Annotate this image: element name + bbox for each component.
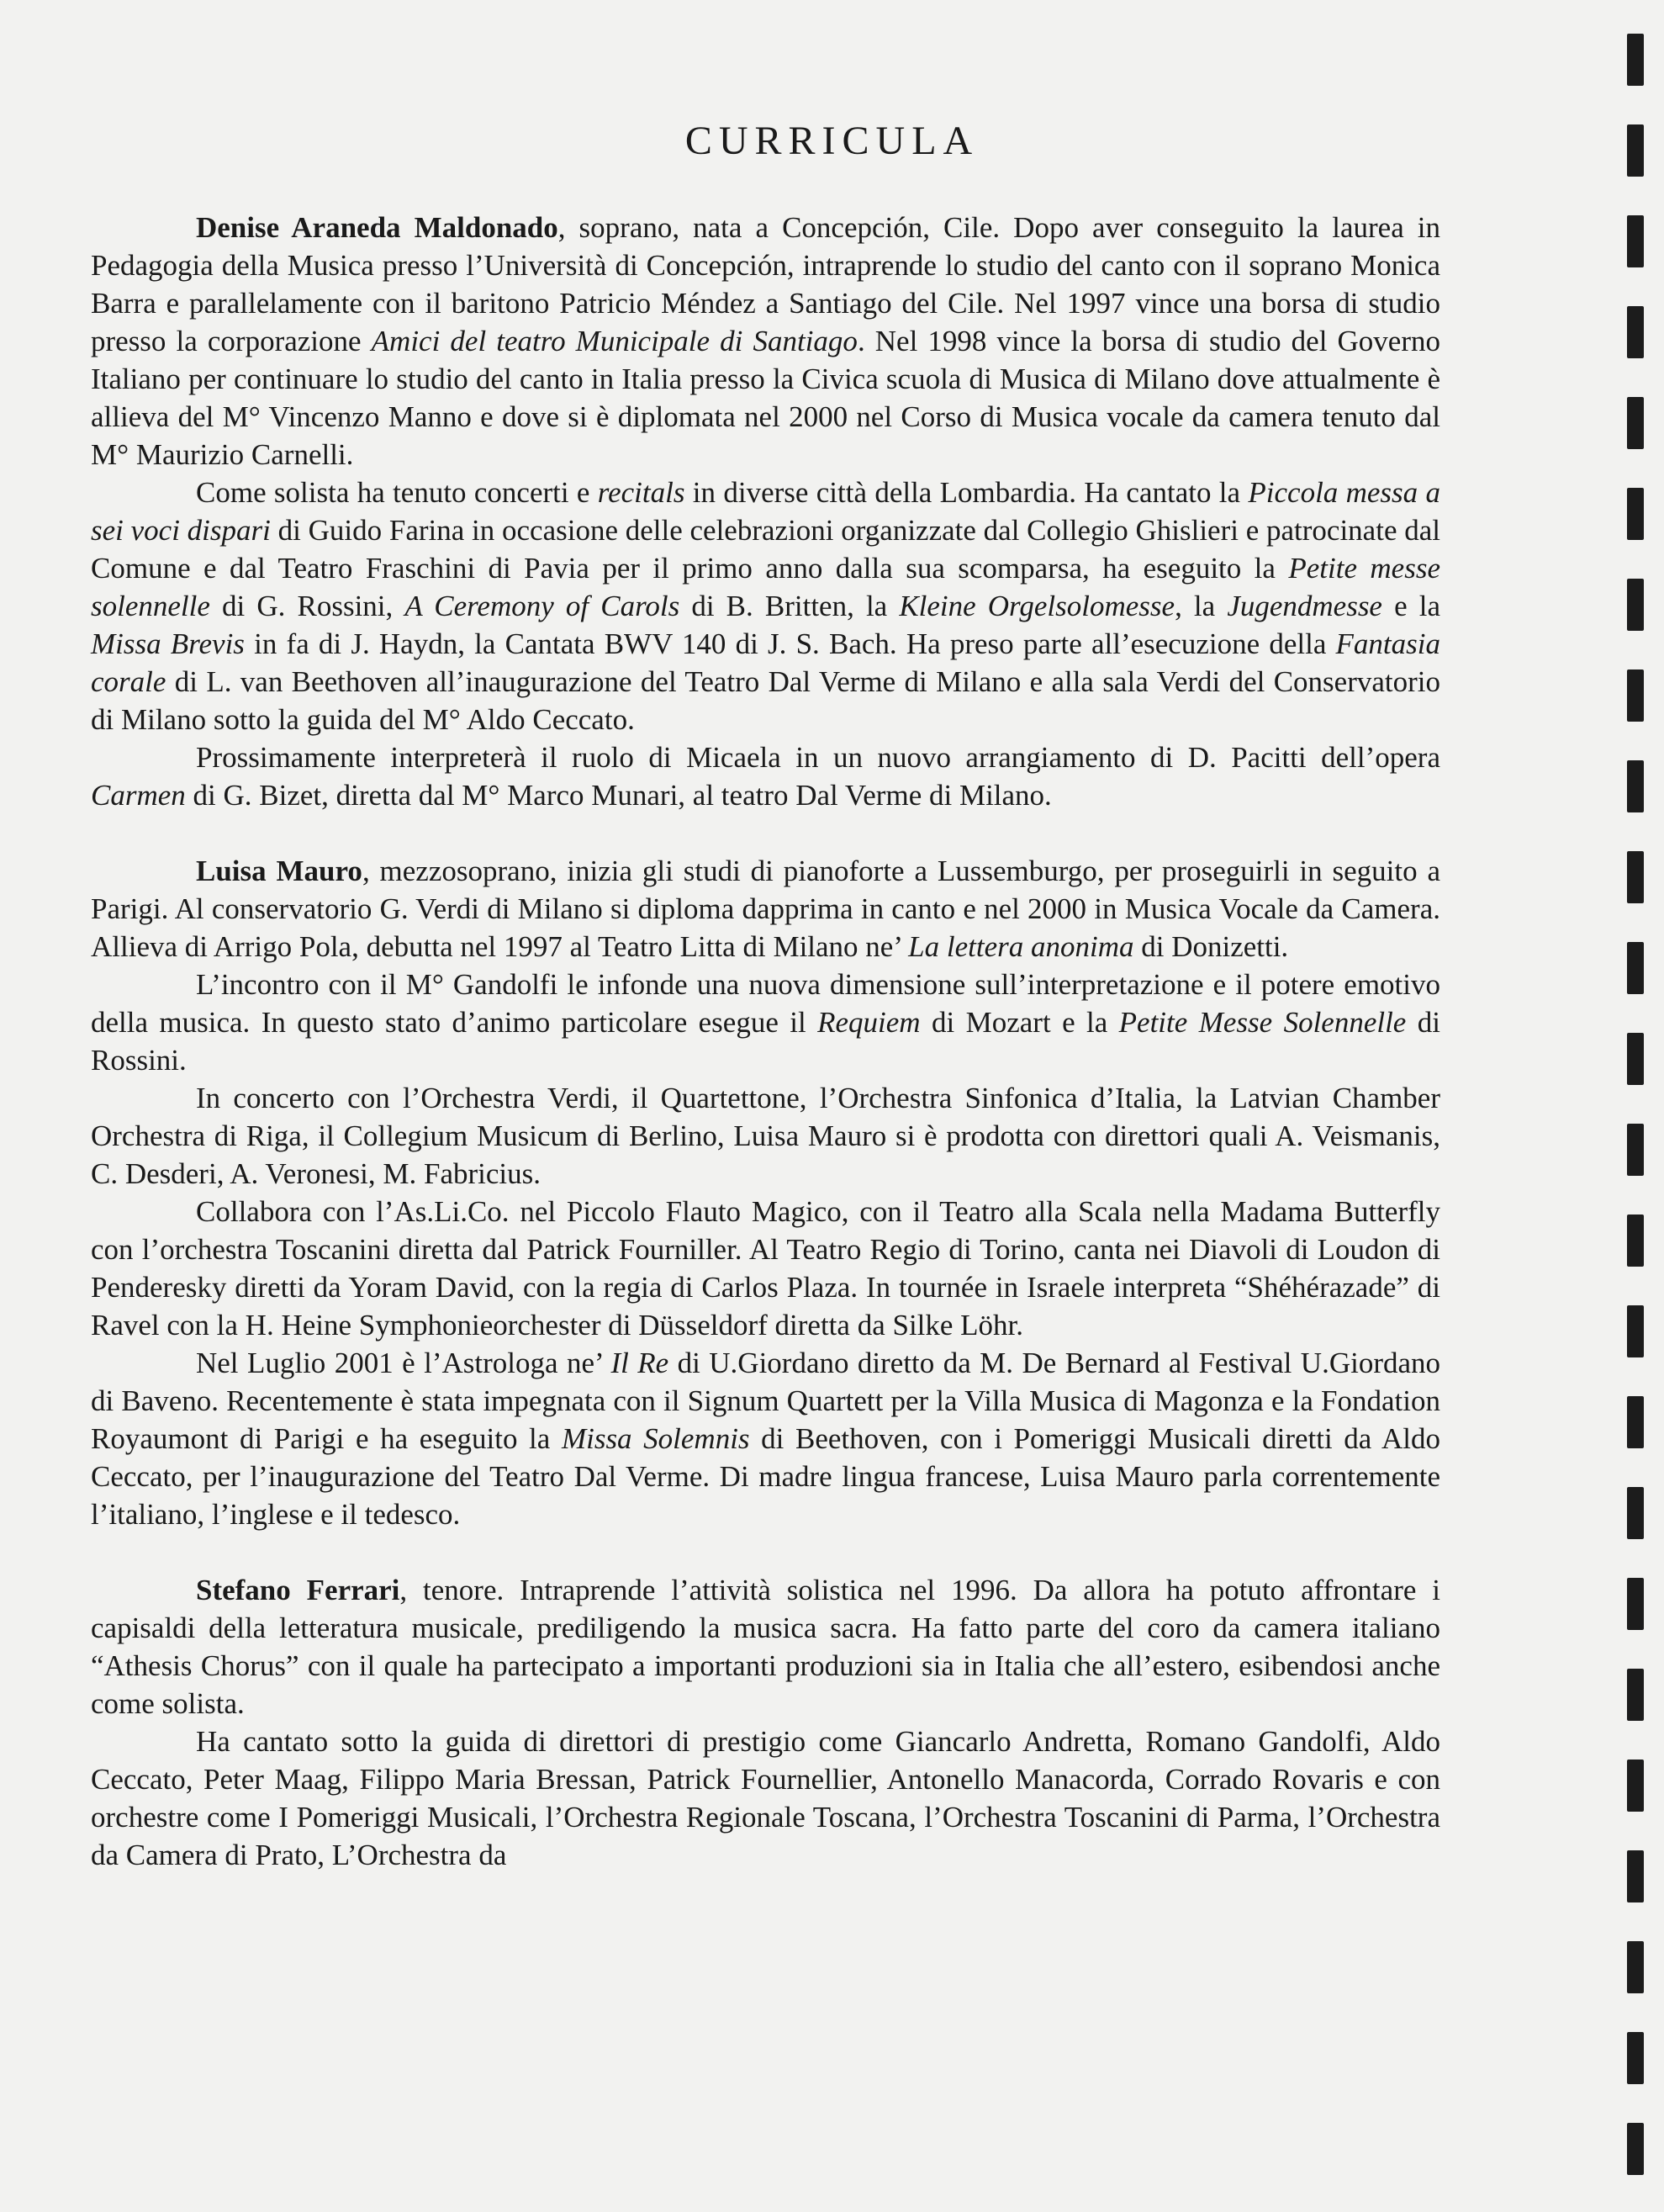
- bio-paragraph: [91, 1344, 1440, 1533]
- text-run: in diverse città della Lombardia. Ha cantato la: [684, 476, 1249, 509]
- text-run: , soprano, nata a Concepción, Cile. Dopo aver conseguito la laurea in Pedagogia della Musica presso l’Università di Concepción, intraprende lo studio del canto con il soprano Monica Barra e parallelamente con il baritono Patricio Méndez a Santiago del Cile. Nel 1997 vince una borsa di studio presso la corporazione: [91, 211, 1440, 357]
- binding-holes: [1627, 34, 1646, 2204]
- binding-hole: [1627, 34, 1644, 86]
- text-run: di Donizetti.: [1133, 930, 1289, 963]
- bio-paragraph: [91, 738, 1440, 814]
- binding-hole: [1627, 942, 1644, 994]
- text-run: Prossimamente interpreterà il ruolo di Micaela in un nuovo arrangiamento di D. Pacitti dell’opera: [196, 741, 1440, 774]
- text-run: di Rossini.: [91, 1006, 1440, 1077]
- binding-hole: [1627, 1033, 1644, 1085]
- text-run: di U.Giordano diretto da M. De Bernard al Festival U.Giordano di Baveno. Recentemente è stata impegnata con il Signum Quartett per la Villa Musica di Magonza e la Fondation Royaumont di Parigi e ha eseguito la: [91, 1347, 1441, 1455]
- text-run: e la: [1381, 590, 1440, 622]
- italic-title: Il Re: [610, 1347, 669, 1379]
- text-run: Collabora con l’As.Li.Co. nel Piccolo Flauto Magico, con il Teatro alla Scala nella Madama Butterfly con l’orchestra Toscanini diretta dal Patrick Fourniller. Al Teatro Regio di Torino, canta nei Diavoli di Loudon di Penderesky diretti da Yoram David, con la regia di Carlos Plaza. In tournée in Israele interpreta “Shéhérazade” di Ravel con la H. Heine Symphonieorchester di Düsseldorf diretta da Silke Löhr.: [91, 1195, 1440, 1341]
- text-run: in fa di J. Haydn, la Cantata BWV 140 di J. S. Bach. Ha preso parte all’esecuzione della: [244, 627, 1336, 660]
- text-run: , tenore. Intraprende l’attività solistica nel 1996. Da allora ha potuto affrontare i capisaldi della letteratura musicale, prediligendo la musica sacra. Ha fatto parte del coro da camera italiano “Athesis Chorus” con il quale ha partecipato a importanti produzioni sia in Italia che all’estero, esibendosi anche come solista.: [91, 1574, 1440, 1720]
- bio-paragraph: [91, 209, 1440, 474]
- bio-paragraph: [91, 1193, 1440, 1344]
- text-run: Ha cantato sotto la guida di direttori di prestigio come Giancarlo Andretta, Romano Gandolfi, Aldo Ceccato, Peter Maag, Filippo Maria Bressan, Patrick Fournellier, Antonello Manacorda, Corrado Rovaris e con orchestre come I Pomeriggi Musicali, l’Orchestra Regionale Toscana, l’Orchestra Toscanini di Parma, l’Orchestra da Camera di Prato, L’Orchestra da: [91, 1725, 1440, 1871]
- bio-paragraph: [91, 1079, 1440, 1193]
- italic-title: Amici del teatro Municipale di Santiago: [371, 325, 858, 357]
- binding-hole: [1627, 2123, 1644, 2175]
- italic-title: La lettera anonima: [908, 930, 1134, 963]
- binding-hole: [1627, 1850, 1644, 1902]
- person-name: Luisa Mauro: [196, 855, 362, 887]
- document-body: [91, 209, 1440, 1912]
- italic-title: Carmen: [91, 779, 186, 812]
- text-run: di G. Rossini,: [209, 590, 405, 622]
- italic-title: Missa Brevis: [91, 627, 245, 660]
- binding-hole: [1627, 1305, 1644, 1357]
- bio-section: [91, 852, 1440, 1533]
- text-run: In concerto con l’Orchestra Verdi, il Quartettone, l’Orchestra Sinfonica d’Italia, la Latvian Chamber Orchestra di Riga, il Collegium Musicum di Berlino, Luisa Mauro si è prodotta con direttori quali A. Veismanis, C. Desderi, A. Veronesi, M. Fabricius.: [91, 1082, 1440, 1190]
- binding-hole: [1627, 1941, 1644, 1993]
- person-name: Denise Araneda Maldonado: [196, 211, 558, 244]
- text-run: Nel Luglio 2001 è l’Astrologa ne’: [196, 1347, 611, 1379]
- binding-hole: [1627, 669, 1644, 722]
- binding-hole: [1627, 851, 1644, 903]
- text-run: . Nel 1998 vince la borsa di studio del Governo Italiano per continuare lo studio del canto in Italia presso la Civica scuola di Musica di Milano dove attualmente è allieva del M° Vincenzo Manno e dove si è diplomata nel 2000 nel Corso di Musica vocale da camera tenuto dal M° Maurizio Carnelli.: [91, 325, 1440, 471]
- text-run: di B. Britten, la: [679, 590, 900, 622]
- italic-title: Petite Messe Solennelle: [1118, 1006, 1407, 1039]
- binding-hole: [1627, 2032, 1644, 2084]
- binding-hole: [1627, 306, 1644, 358]
- text-run: , la: [1175, 590, 1228, 622]
- italic-title: Petite messe solennelle: [91, 552, 1440, 622]
- bio-paragraph: [91, 1723, 1440, 1874]
- text-run: Come solista ha tenuto concerti e: [196, 476, 598, 509]
- binding-hole: [1627, 488, 1644, 540]
- italic-title: Piccola messa a sei voci dispari: [91, 476, 1440, 547]
- text-run: di L. van Beethoven all’inaugurazione del Teatro Dal Verme di Milano e alla sala Verdi del Conservatorio di Milano sotto la guida del M° Aldo Ceccato.: [91, 665, 1440, 736]
- page-title: CURRICULA: [684, 119, 980, 163]
- binding-hole: [1627, 579, 1644, 631]
- binding-hole: [1627, 1214, 1644, 1267]
- binding-hole: [1627, 1669, 1644, 1721]
- bio-section: [91, 1571, 1440, 1874]
- bio-section: [91, 209, 1440, 814]
- binding-hole: [1627, 397, 1644, 449]
- italic-title: Requiem: [817, 1006, 921, 1039]
- binding-hole: [1627, 1578, 1644, 1630]
- italic-title: A Ceremony of Carols: [404, 590, 680, 622]
- text-run: , mezzosoprano, inizia gli studi di pianoforte a Lussemburgo, per proseguirli in seguito a Parigi. Al conservatorio G. Verdi di Milano si diploma dapprima in canto e nel 2000 in Musica Vocale da Camera. Allieva di Arrigo Pola, debutta nel 1997 al Teatro Litta di Milano ne’: [91, 855, 1441, 963]
- text-run: L’incontro con il M° Gandolfi le infonde una nuova dimensione sull’interpretazione e il potere emotivo della musica. In questo stato d’animo particolare esegue il: [91, 968, 1440, 1039]
- binding-hole: [1627, 1487, 1644, 1539]
- binding-hole: [1627, 760, 1644, 812]
- binding-hole: [1627, 1396, 1644, 1448]
- italic-title: Missa Solemnis: [561, 1422, 750, 1455]
- italic-title: Kleine Orgelsolomesse: [899, 590, 1175, 622]
- binding-hole: [1627, 1760, 1644, 1812]
- bio-paragraph: [91, 1571, 1440, 1723]
- text-run: di G. Bizet, diretta dal M° Marco Munari, al teatro Dal Verme di Milano.: [185, 779, 1052, 812]
- person-name: Stefano Ferrari: [196, 1574, 400, 1606]
- bio-paragraph: [91, 474, 1440, 738]
- bio-paragraph: [91, 966, 1440, 1079]
- text-run: di Guido Farina in occasione delle celebrazioni organizzate dal Collegio Ghislieri e patrocinate dal Comune e dal Teatro Fraschini di Pavia per il primo anno dalla sua scomparsa, ha eseguito la: [91, 514, 1440, 585]
- binding-hole: [1627, 124, 1644, 177]
- text-run: di Beethoven, con i Pomeriggi Musicali diretti da Aldo Ceccato, per l’inaugurazione del Teatro Dal Verme. Di madre lingua francese, Luisa Mauro parla correntemente l’italiano, l’inglese e il tedesco.: [91, 1422, 1441, 1531]
- text-run: di Mozart e la: [920, 1006, 1119, 1039]
- bio-paragraph: [91, 852, 1440, 966]
- binding-hole: [1627, 215, 1644, 267]
- italic-title: Jugendmesse: [1227, 590, 1382, 622]
- italic-title: Fantasia corale: [91, 627, 1440, 698]
- italic-title: recitals: [597, 476, 685, 509]
- binding-hole: [1627, 1124, 1644, 1176]
